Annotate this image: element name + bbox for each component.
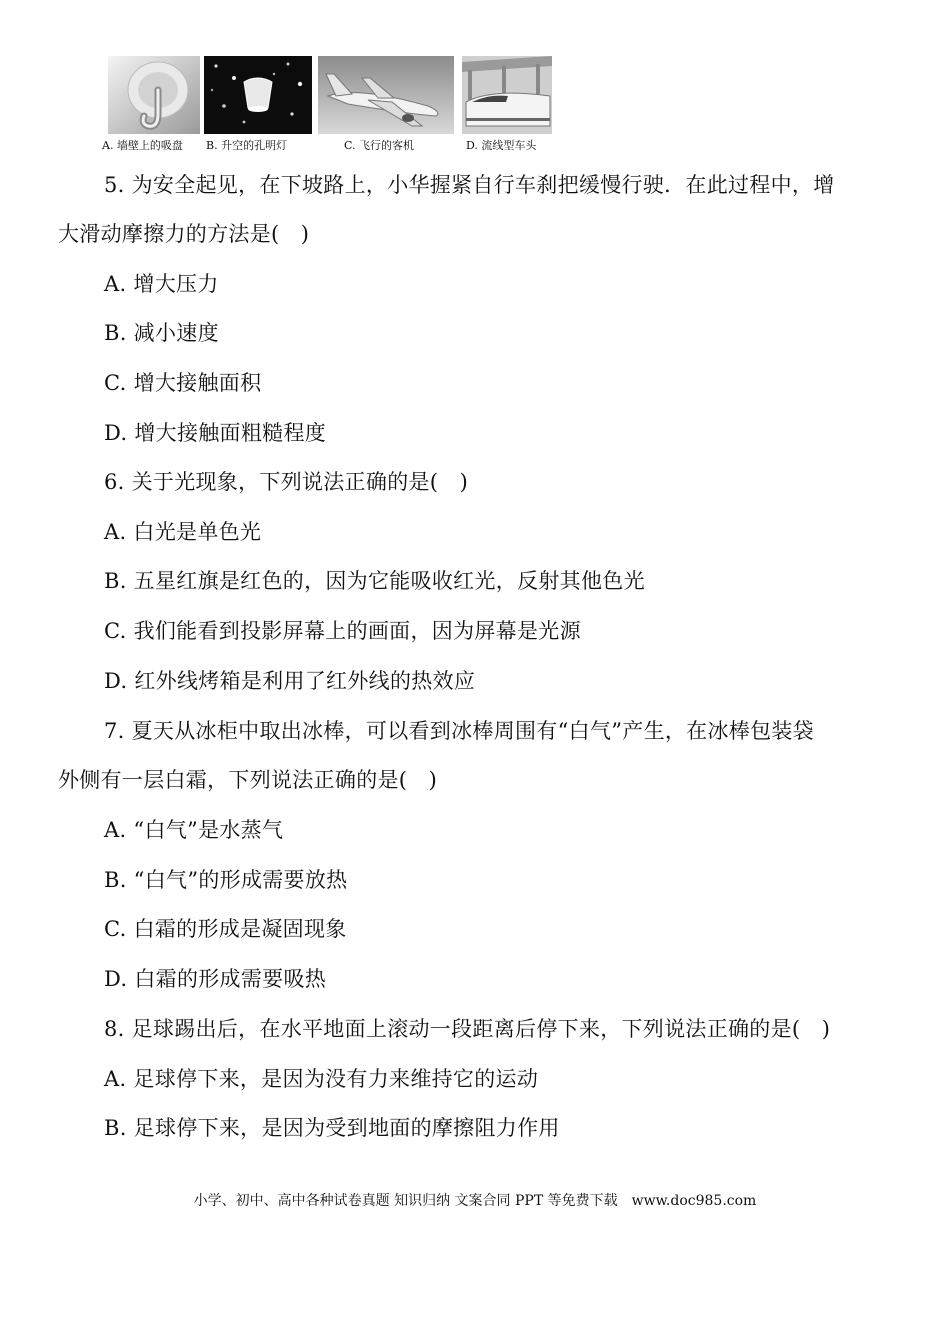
question-6-option-c: C. 我们能看到投影屏幕上的画面，因为屏幕是光源 — [104, 619, 581, 643]
question-7-option-a: A. “白气”是水蒸气 — [104, 818, 284, 842]
question-5-stem-line2: 大滑动摩擦力的方法是( ) — [58, 222, 310, 246]
question-8-option-b: B. 足球停下来，是因为受到地面的摩擦阻力作用 — [104, 1116, 560, 1140]
question-8-option-a: A. 足球停下来，是因为没有力来维持它的运动 — [104, 1067, 539, 1091]
page-footer: 小学、初中、高中各种试卷真题 知识归纳 文案合同 PPT 等免费下载 www.doc985.com — [193, 1193, 757, 1209]
question-5-stem-line1: 5. 为安全起见，在下坡路上，小华握紧自行车刹把缓慢行驶．在此过程中，增 — [104, 173, 835, 197]
question-8-stem: 8. 足球踢出后，在水平地面上滚动一段距离后停下来，下列说法正确的是( ) — [104, 1017, 831, 1041]
question-7-stem-line2: 外侧有一层白霜，下列说法正确的是( ) — [58, 768, 438, 792]
question-5-option-b: B. 减小速度 — [104, 321, 219, 345]
bullet-train-image — [462, 56, 552, 134]
figure-caption-a: A. 墙壁上的吸盘 — [102, 139, 183, 152]
sky-lantern-image — [204, 56, 312, 134]
question-5-option-d: D. 增大接触面粗糙程度 — [104, 421, 327, 445]
question-6-option-a: A. 白光是单色光 — [104, 520, 262, 544]
question-7-stem-line1: 7. 夏天从冰柜中取出冰棒，可以看到冰棒周围有“白气”产生，在冰棒包装袋 — [104, 719, 814, 743]
figure-strip — [104, 56, 554, 156]
question-6-stem: 6. 关于光现象，下列说法正确的是( ) — [104, 470, 469, 494]
figure-caption-c: C. 飞行的客机 — [344, 139, 415, 152]
sky-lantern-icon — [204, 56, 312, 134]
question-5-option-a: A. 增大压力 — [104, 272, 219, 296]
bullet-train-icon — [462, 56, 552, 134]
question-6-option-b: B. 五星红旗是红色的，因为它能吸收红光，反射其他色光 — [104, 569, 645, 593]
question-7-option-d: D. 白霜的形成需要吸热 — [104, 967, 327, 991]
question-7-option-b: B. “白气”的形成需要放热 — [104, 868, 348, 892]
question-6-option-d: D. 红外线烤箱是利用了红外线的热效应 — [104, 669, 476, 693]
airliner-icon — [318, 56, 454, 134]
figure-caption-d: D. 流线型车头 — [466, 139, 537, 152]
suction-hook-image — [108, 56, 200, 134]
question-7-option-c: C. 白霜的形成是凝固现象 — [104, 917, 347, 941]
question-5-option-c: C. 增大接触面积 — [104, 371, 262, 395]
figure-caption-b: B. 升空的孔明灯 — [206, 139, 288, 152]
suction-hook-icon — [108, 56, 200, 134]
airliner-image — [318, 56, 454, 134]
